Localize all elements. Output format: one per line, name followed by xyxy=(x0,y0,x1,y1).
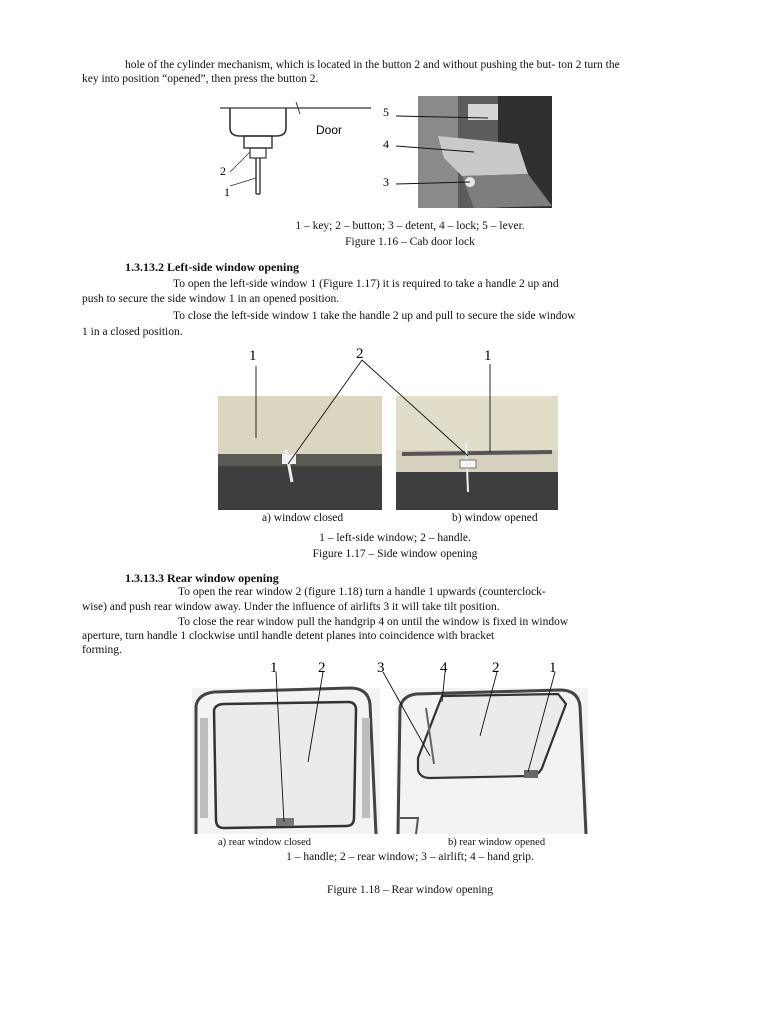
fig116-callout-1: 1 xyxy=(224,185,230,199)
fig118-callout-3: 3 xyxy=(377,660,385,676)
sec2-p1-line1: To open the rear window 2 (figure 1.18) turn a handle 1 upwards (counterclock- xyxy=(178,586,546,598)
fig116-caption: Figure 1.16 – Cab door lock xyxy=(345,236,475,248)
fig117-legend: 1 – left-side window; 2 – handle. xyxy=(319,532,471,544)
fig117-caption: Figure 1.17 – Side window opening xyxy=(312,548,478,560)
fig118-callout-4: 4 xyxy=(440,660,448,676)
sec2-p2-line3: forming. xyxy=(82,644,122,656)
figure-1-18-rear-window xyxy=(190,658,590,836)
intro-line-2: key into position “opened”, then press the button 2. xyxy=(82,73,319,85)
sec2-p2-line2: aperture, turn handle 1 clockwise until handle detent planes into coincidence with bracket xyxy=(82,630,495,642)
fig118-callout-1a: 1 xyxy=(270,660,278,676)
fig118-sub-b: b) rear window opened xyxy=(448,837,546,848)
fig118-sub-a: a) rear window closed xyxy=(218,837,312,848)
figure-1-17-side-window xyxy=(216,342,562,512)
fig117-callout-1a: 1 xyxy=(249,348,257,364)
fig116-callout-3: 3 xyxy=(383,175,389,189)
fig118-callout-2a: 2 xyxy=(318,660,326,676)
fig116-callout-2: 2 xyxy=(220,164,226,178)
fig118-callout-1b: 1 xyxy=(549,660,557,676)
fig117-callout-2: 2 xyxy=(356,346,364,362)
sec2-p1-line2: wise) and push rear window away. Under the influence of airlifts 3 it will take tilt position. xyxy=(82,601,500,613)
fig118-callout-2b: 2 xyxy=(492,660,500,676)
fig118-legend: 1 – handle; 2 – rear window; 3 – airlift; 4 – hand grip. xyxy=(286,851,534,863)
section-heading-left-window: 1.3.13.2 Left-side window opening xyxy=(125,260,300,274)
fig116-legend: 1 – key; 2 – button; 3 – detent, 4 – lock; 5 – lever. xyxy=(295,220,525,232)
door-label: Door xyxy=(316,123,343,137)
fig116-callout-5: 5 xyxy=(383,105,389,119)
fig117-sub-b: b) window opened xyxy=(452,512,538,524)
figure-1-16-lock-photo xyxy=(378,96,552,208)
sec1-p1-line2: push to secure the side window 1 in an opened position. xyxy=(82,293,340,305)
fig116-callout-4: 4 xyxy=(383,137,389,151)
fig118-caption: Figure 1.18 – Rear window opening xyxy=(326,884,494,896)
sec1-p2-line2: 1 in a closed position. xyxy=(82,326,183,338)
fig117-callout-1b: 1 xyxy=(484,348,492,364)
sec1-p2-line1: To close the left-side window 1 take the handle 2 up and pull to secure the side window xyxy=(173,310,576,322)
intro-line-1: hole of the cylinder mechanism, which is located in the button 2 and without pushing the but- ton 2 turn the xyxy=(125,59,620,71)
fig117-sub-a: a) window closed xyxy=(262,512,344,524)
sec2-p2-line1: To close the rear window pull the handgrip 4 on until the window is fixed in window xyxy=(178,616,569,628)
figure-1-16-key-drawing xyxy=(216,98,376,208)
sec1-p1-line1: To open the left-side window 1 (Figure 1.17) it is required to take a handle 2 up and xyxy=(173,278,559,290)
section-heading-rear-window: 1.3.13.3 Rear window opening xyxy=(125,571,279,585)
